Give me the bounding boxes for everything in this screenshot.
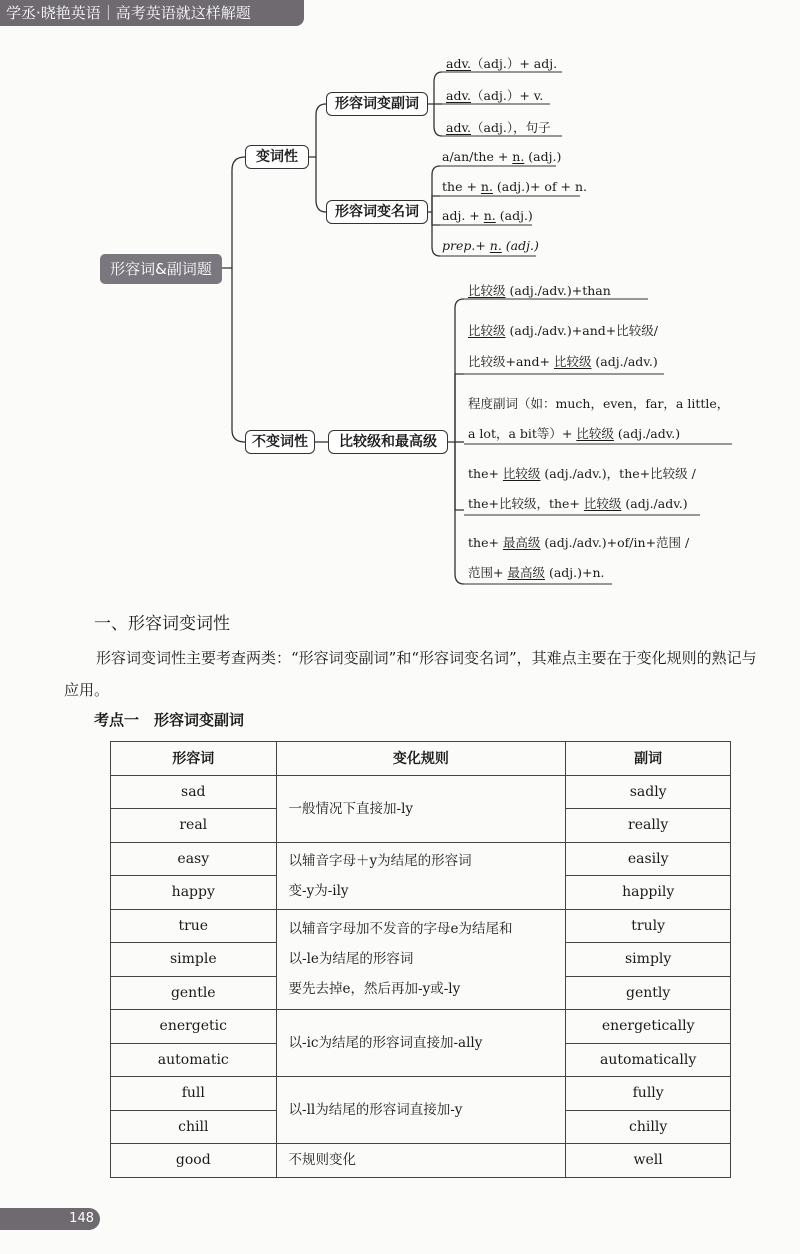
blank-comparative: 比较级: [583, 496, 622, 511]
rule-cell: [276, 1077, 566, 1144]
node-comparative-superlative: 比较级和最高级: [328, 430, 448, 454]
table-row: [111, 1010, 731, 1044]
adv-cell: sadly: [566, 775, 731, 809]
rule-line: 变-y为-ily: [288, 882, 349, 899]
leaf-adj-adv-2: [446, 86, 543, 104]
leaf-text: (adj./adv.)+than: [505, 283, 611, 298]
leaf-text: the+: [468, 466, 503, 481]
rule-line: 不规则变化: [288, 1152, 357, 1169]
leaf-adj-n-4: [442, 238, 539, 253]
adv-cell: automatically: [566, 1043, 731, 1077]
blank-superlative: 最高级: [507, 565, 545, 580]
leaf-text: (adj.): [495, 208, 533, 223]
table-row: [111, 1077, 731, 1111]
rule-line: 要先去掉e，然后再加-y或-ly: [288, 981, 461, 998]
blank-comparative: 比较级: [468, 283, 506, 298]
leaf-text: (adj./adv.)+and+比较级/: [505, 323, 658, 338]
page-number: 148: [0, 1208, 100, 1230]
table-row: [111, 1144, 731, 1178]
blank-comparative: 比较级: [502, 466, 541, 481]
adv-cell: well: [566, 1144, 731, 1178]
blank-adv: adv.: [446, 120, 472, 135]
node-change-pos: 变词性: [245, 145, 309, 169]
rule-cell: [276, 1010, 566, 1077]
adj-cell: energetic: [111, 1010, 277, 1044]
adj-cell: gentle: [111, 976, 277, 1010]
leaf-text: （adj.）+ v.: [471, 88, 544, 103]
leaf-compare-4b: [468, 494, 688, 512]
leaf-adj-adv-1: [446, 54, 557, 72]
leaf-compare-1: [468, 281, 611, 299]
adv-cell: really: [566, 809, 731, 843]
adj-cell: good: [111, 1144, 277, 1178]
blank-adv: adv.: [446, 88, 472, 103]
leaf-compare-4a: [468, 464, 696, 482]
leaf-text: prep.+: [442, 238, 490, 253]
leaf-text: 范围+: [468, 565, 508, 580]
leaf-text: 程度副词（如：much，even，far，a little，: [468, 396, 730, 411]
adv-cell: truly: [566, 909, 731, 943]
rule-cell: [276, 1144, 566, 1178]
leaf-text: （adj.），句子: [471, 120, 551, 135]
leaf-text: (adj./adv.)，the+比较级 /: [540, 466, 696, 481]
rule-line: 以-ic为结尾的形容词直接加-ally: [288, 1035, 483, 1051]
mindmap-root: 形容词&副词题: [100, 254, 222, 284]
blank-noun: n.: [480, 179, 493, 194]
leaf-text: (adj.)+ of + n.: [492, 179, 588, 194]
table-row: [111, 842, 731, 876]
table-row: [111, 909, 731, 943]
leaf-text: （adj.）+ adj.: [471, 56, 558, 71]
running-header: 学丞·晓艳英语｜高考英语就这样解题: [0, 0, 304, 26]
leaf-text: the+: [468, 535, 503, 550]
leaf-text: the+比较级，the+: [468, 496, 584, 511]
leaf-text: (adj.)+n.: [544, 565, 605, 580]
adv-cell: gently: [566, 976, 731, 1010]
adv-cell: happily: [566, 876, 731, 910]
leaf-text: (adj.): [524, 149, 562, 164]
section-title: 一、形容词变词性: [94, 614, 230, 634]
header-rule: 变化规则: [276, 742, 566, 776]
leaf-text: adj. +: [442, 208, 484, 223]
blank-superlative: 最高级: [502, 535, 541, 550]
header-adverb: 副词: [566, 742, 731, 776]
leaf-adj-n-2: [442, 179, 587, 194]
table-row: [111, 775, 731, 809]
adj-cell: automatic: [111, 1043, 277, 1077]
leaf-text: a lot，a bit等）+: [468, 426, 577, 441]
adj-cell: easy: [111, 842, 277, 876]
leaf-text: (adj.): [501, 238, 539, 253]
adj-cell: full: [111, 1077, 277, 1111]
rule-line: 以-le为结尾的形容词: [288, 951, 414, 968]
leaf-compare-3a: [468, 394, 729, 412]
blank-noun: n.: [483, 208, 496, 223]
adj-cell: simple: [111, 943, 277, 977]
rule-cell: [276, 909, 566, 1010]
rule-line: 一般情况下直接加-ly: [288, 800, 414, 817]
adv-cell: easily: [566, 842, 731, 876]
adv-cell: fully: [566, 1077, 731, 1111]
leaf-text: 比较级+and+: [468, 354, 554, 369]
rule-line: 以辅音字母加不发音的字母e为结尾和: [288, 921, 513, 938]
blank-noun: n.: [489, 238, 502, 253]
adj-cell: sad: [111, 775, 277, 809]
blank-comparative: 比较级: [576, 426, 614, 441]
kaodian-heading: 考点一 形容词变副词: [94, 711, 245, 729]
leaf-compare-2a: [468, 321, 658, 339]
header-adjective: 形容词: [111, 742, 277, 776]
adj-cell: happy: [111, 876, 277, 910]
leaf-compare-5a: [468, 533, 689, 551]
blank-adv: adv.: [446, 56, 472, 71]
leaf-compare-3b: [468, 424, 680, 442]
leaf-adj-n-1: [442, 149, 561, 164]
adj-cell: true: [111, 909, 277, 943]
adv-cell: energetically: [566, 1010, 731, 1044]
leaf-text: (adj./adv.): [591, 354, 658, 369]
leaf-text: a/an/the +: [442, 149, 513, 164]
node-adj-to-adv: 形容词变副词: [326, 92, 428, 116]
leaf-adj-adv-3: [446, 118, 551, 136]
node-no-change-pos: 不变词性: [245, 430, 315, 454]
blank-comparative: 比较级: [468, 323, 506, 338]
rule-line: 以辅音字母＋y为结尾的形容词: [288, 852, 472, 869]
leaf-text: (adj./adv.)+of/in+范围 /: [540, 535, 690, 550]
adj-cell: chill: [111, 1110, 277, 1144]
adj-to-adv-table: [110, 741, 731, 1178]
leaf-text: the +: [442, 179, 481, 194]
leaf-text: (adj./adv.): [621, 496, 688, 511]
leaf-compare-2b: [468, 352, 658, 370]
node-adj-to-noun: 形容词变名词: [326, 200, 428, 224]
rule-cell: [276, 842, 566, 909]
adv-cell: simply: [566, 943, 731, 977]
adj-cell: real: [111, 809, 277, 843]
leaf-adj-n-3: [442, 208, 533, 223]
leaf-compare-5b: [468, 563, 605, 581]
rule-cell: [276, 775, 566, 842]
rule-line: 以-ll为结尾的形容词直接加-y: [288, 1102, 463, 1118]
blank-comparative: 比较级: [553, 354, 592, 369]
adv-cell: chilly: [566, 1110, 731, 1144]
leaf-text: (adj./adv.): [613, 426, 681, 441]
blank-noun: n.: [512, 149, 525, 164]
intro-paragraph: 形容词变词性主要考查两类：“形容词变副词”和“形容词变名词”，其难点主要在于变化规则的熟记与应用。: [64, 649, 757, 699]
